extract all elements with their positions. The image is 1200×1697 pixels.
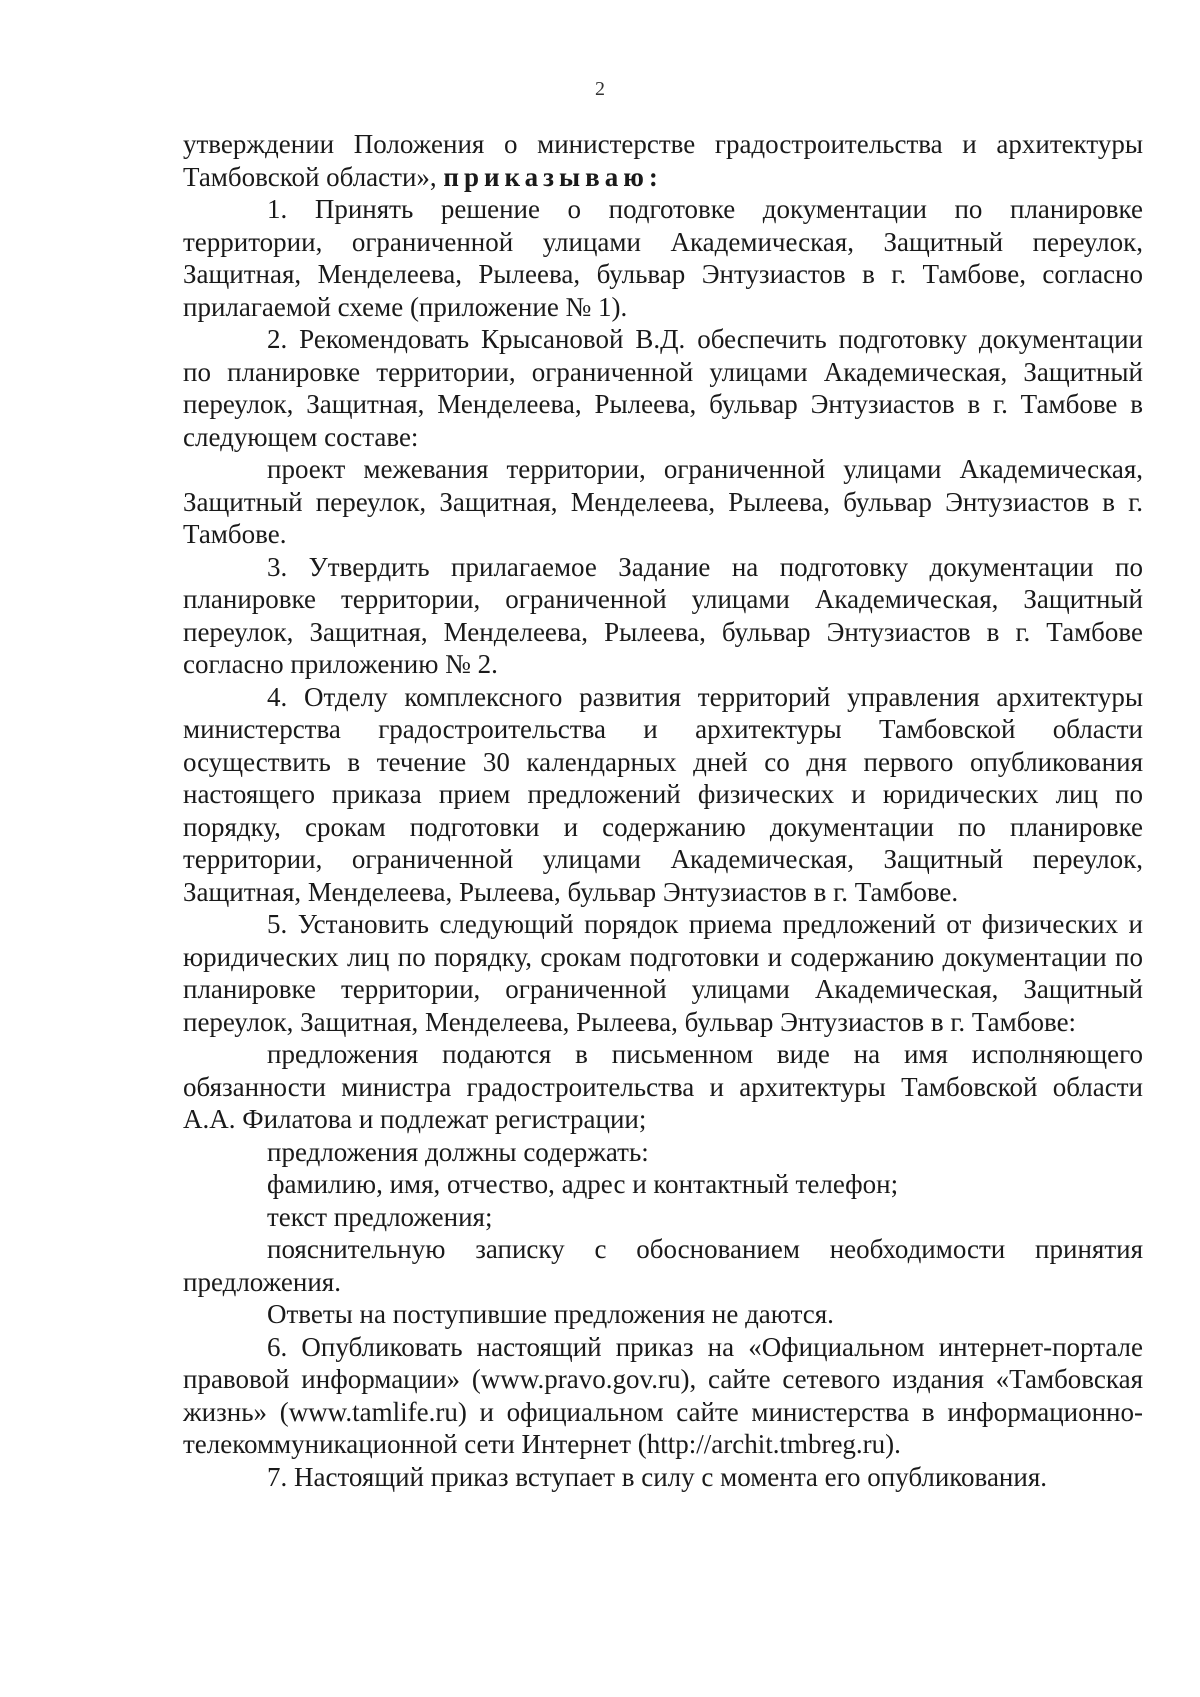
paragraph-5-item-contents: предложения должны содержать:: [267, 1136, 649, 1167]
paragraph-4: 4. Отделу комплексного развития территорий управления архитектуры министерства градостроительства и архитектуры Тамбовской области осуществить в течение 30 календарных дней со дня первого опубликования настоящего приказа прием предложений физических и юридических лиц по порядку, срокам подготовки и содержанию документации по планировке территории, ограниченной улицами Академическая, Защитный переулок, Защитная, Менделеева, Рылеева, бульвар Энтузиастов в г. Тамбове.: [183, 681, 1143, 907]
page-number: 2: [595, 78, 605, 100]
paragraph-3: 3. Утвердить прилагаемое Задание на подготовку документации по планировке территории, ограниченной улицами Академическая, Защитный переулок, Защитная, Менделеева, Рылеева, бульвар Энтузиастов в г. Тамбове согласно приложению № 2.: [183, 551, 1143, 679]
paragraph-1: 1. Принять решение о подготовке документации по планировке территории, ограниченной улицами Академическая, Защитный переулок, Защитная, Менделеева, Рылеева, бульвар Энтузиастов в г. Тамбове, согласно прилагаемой схеме (приложение № 1).: [183, 194, 1143, 322]
paragraph-5: 5. Установить следующий порядок приема предложений от физических и юридических лиц по порядку, срокам подготовки и содержанию документации по планировке территории, ограниченной улицами Академическая, Защитный переулок, Защитная, Менделеева, Рылеева, бульвар Энтузиастов в г. Тамбове:: [183, 909, 1143, 1037]
paragraph-5-item-text: текст предложения;: [267, 1201, 493, 1232]
paragraph-2: 2. Рекомендовать Крысановой В.Д. обеспечить подготовку документации по планировке территории, ограниченной улицами Академическая, Защитный переулок, Защитная, Менделеева, Рылеева, бульвар Энтузиастов в г. Тамбове в следующем составе:: [183, 324, 1143, 452]
paragraph-2-composition: проект межевания территории, ограниченной улицами Академическая, Защитный переулок, Защитная, Менделеева, Рылеева, бульвар Энтузиастов в г. Тамбове.: [183, 454, 1143, 549]
intro-paragraph: [183, 128, 1143, 193]
order-word: приказываю:: [443, 161, 663, 192]
paragraph-6: 6. Опубликовать настоящий приказ на «Официальном интернет-портале правовой информации» (www.pravo.gov.ru), сайте сетевого издания «Тамбовская жизнь» (www.tamlife.ru) и официальном сайте министерства в информационно-телекоммуникационной сети Интернет (http://archit.tmbreg.ru).: [183, 1331, 1143, 1459]
paragraph-5-item-note: пояснительную записку с обоснованием необходимости принятия предложения.: [183, 1234, 1143, 1297]
intro-text: утверждении Положения о министерстве градостроительства и архитектуры Тамбовской области»,: [183, 129, 1143, 192]
document-body: [183, 128, 1143, 1493]
paragraph-5-item-submission: предложения подаются в письменном виде на имя исполняющего обязанности министра градостроительства и архитектуры Тамбовской области А.А. Филатова и подлежат регистрации;: [183, 1039, 1143, 1134]
paragraph-5-answers: Ответы на поступившие предложения не даются.: [267, 1299, 834, 1329]
paragraph-5-item-name: фамилию, имя, отчество, адрес и контактный телефон;: [267, 1169, 899, 1199]
paragraph-7: 7. Настоящий приказ вступает в силу с момента его опубликования.: [267, 1461, 1047, 1492]
